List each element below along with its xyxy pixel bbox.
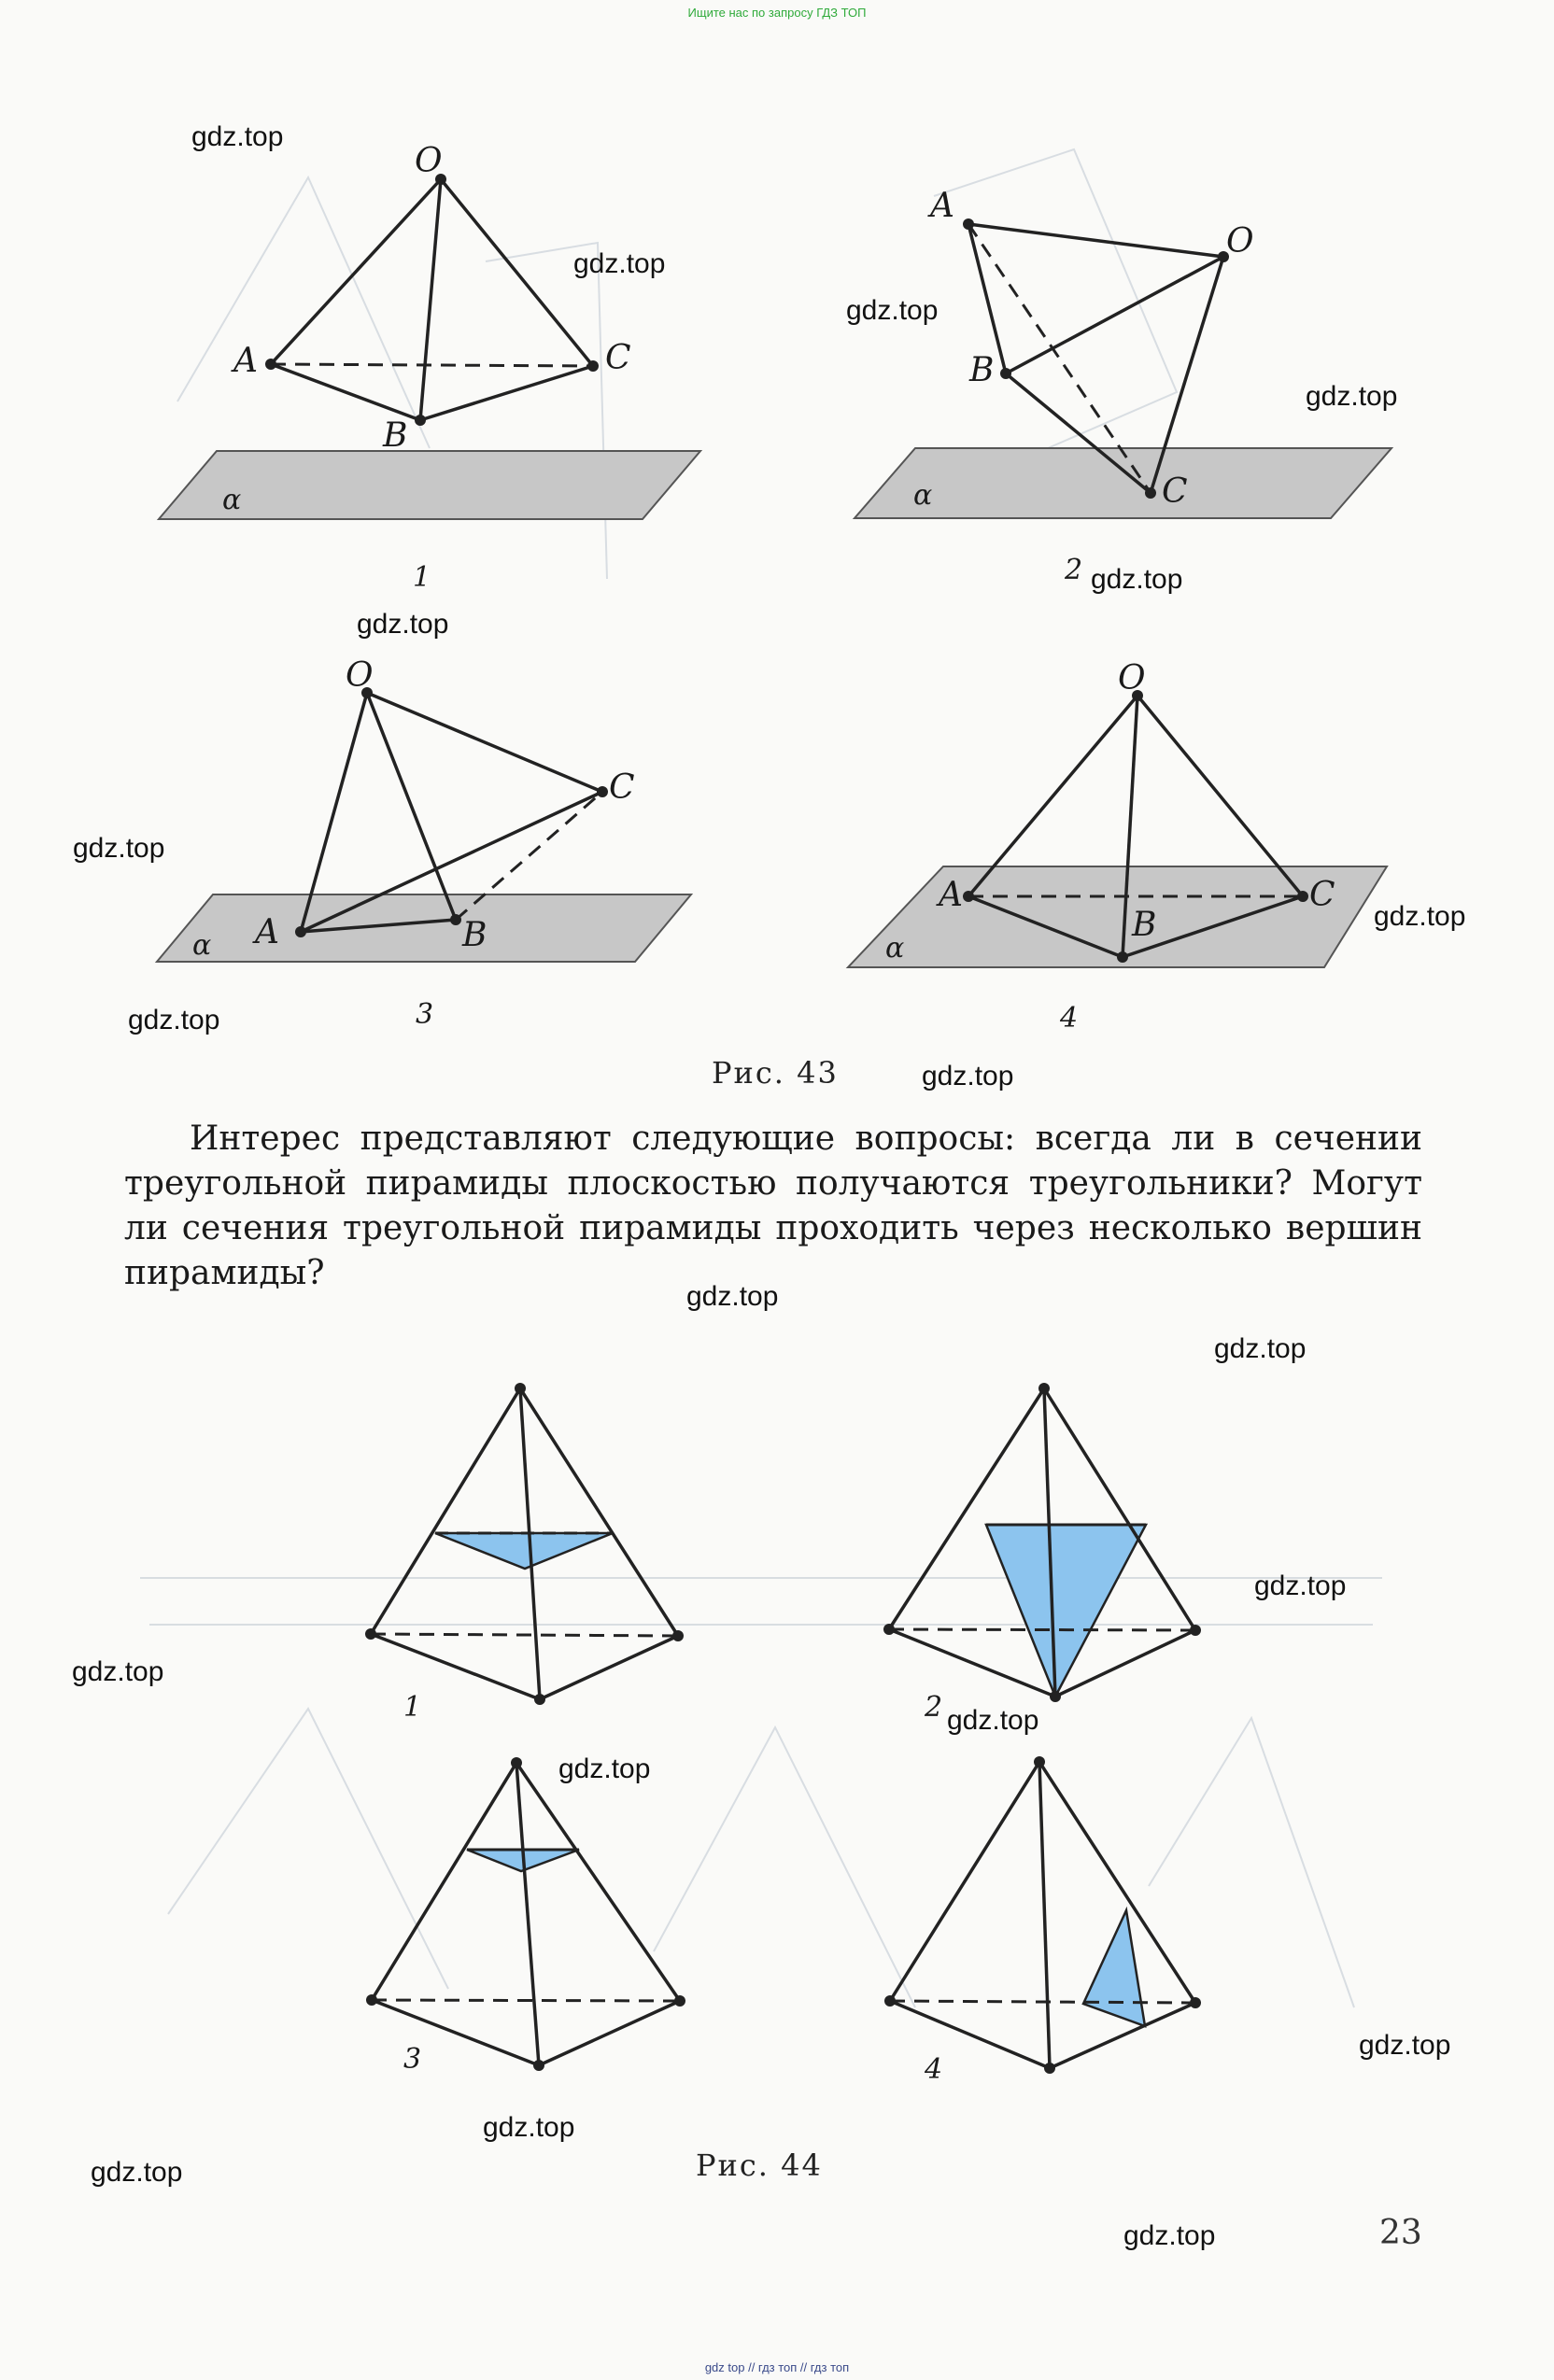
- paragraph-text: Интерес представляют следующие вопросы: всегда ли в сечении треугольной пирамиды плоскостью получаются треугольники? Могут ли сечения треугольной пирамиды проходить через несколько вершин пирамиды?: [124, 1120, 1422, 1292]
- plane-label: α: [222, 484, 242, 516]
- watermark: gdz.top: [846, 295, 939, 326]
- panel-number: 4: [1060, 1002, 1079, 1035]
- panel-number: 3: [416, 998, 434, 1031]
- cross-section: [435, 1533, 613, 1569]
- vertex-label: O: [346, 656, 374, 695]
- body-paragraph: [124, 1117, 1422, 1296]
- watermark: gdz.top: [1374, 901, 1466, 932]
- figure-43-caption: Рис. 43: [712, 1055, 839, 1091]
- watermark: gdz.top: [73, 833, 165, 864]
- vertex-label: B: [383, 416, 408, 455]
- vertex-label: O: [415, 142, 443, 180]
- vertex-label: A: [939, 876, 963, 914]
- panel-number: 4: [925, 2053, 943, 2086]
- vertex-label: O: [1226, 222, 1254, 261]
- plane-alpha: [855, 448, 1392, 518]
- fig43-panel-4: [848, 659, 1387, 1035]
- watermark: gdz.top: [1091, 564, 1183, 595]
- fig43-panel-3: [157, 656, 691, 1031]
- cross-section: [986, 1525, 1146, 1697]
- vertex-label: A: [233, 342, 258, 380]
- fig43-panel-1: [159, 142, 700, 594]
- watermark: gdz.top: [72, 1656, 164, 1687]
- fig44-panel-1: [365, 1383, 684, 1724]
- watermark: gdz.top: [573, 248, 666, 279]
- watermark: gdz.top: [947, 1705, 1039, 1736]
- plane-alpha: [848, 866, 1387, 967]
- plane-label: α: [913, 479, 933, 512]
- fig44-panel-3: [366, 1757, 685, 2076]
- watermark: gdz.top: [686, 1281, 779, 1312]
- watermark: gdz.top: [1254, 1570, 1347, 1601]
- page-number: 23: [1379, 2214, 1422, 2252]
- vertex-label: B: [1132, 906, 1157, 944]
- vertex-label: C: [1162, 472, 1188, 511]
- watermark: gdz.top: [1123, 2220, 1216, 2251]
- watermark: gdz.top: [558, 1753, 651, 1784]
- panel-number: 2: [925, 1691, 943, 1724]
- panel-number: 3: [403, 2043, 422, 2076]
- plane-label: α: [885, 932, 905, 965]
- fig44-panel-2: [883, 1383, 1201, 1724]
- vertex-label: C: [609, 768, 635, 807]
- panel-number: 1: [413, 561, 431, 594]
- vertex-label: O: [1118, 659, 1146, 697]
- fig44-panel-4: [884, 1756, 1201, 2086]
- figure-44-caption: Рис. 44: [696, 2148, 823, 2183]
- watermark: gdz.top: [357, 609, 449, 640]
- vertex-label: A: [930, 187, 954, 225]
- watermark: gdz.top: [483, 2112, 575, 2143]
- vertex-label: C: [605, 339, 631, 377]
- watermark: gdz.top: [128, 1005, 220, 1035]
- watermark: gdz.top: [1359, 2030, 1451, 2061]
- panel-number: 1: [403, 1691, 422, 1724]
- vertex-label: B: [969, 351, 995, 389]
- plane-alpha: [157, 894, 691, 962]
- header-banner[interactable]: Ищите нас по запросу ГДЗ ТОП: [687, 6, 867, 20]
- watermark: gdz.top: [191, 121, 284, 152]
- vertex-label: C: [1309, 876, 1335, 914]
- watermark: gdz.top: [922, 1061, 1014, 1091]
- watermark: gdz.top: [91, 2157, 183, 2188]
- watermark: gdz.top: [1214, 1333, 1307, 1364]
- vertex-label: B: [462, 916, 487, 954]
- cross-section: [1083, 1910, 1145, 2026]
- vertex-label: A: [255, 913, 279, 951]
- watermark: gdz.top: [1306, 381, 1398, 412]
- footer-banner[interactable]: gdz top // гдз топ // гдз топ: [704, 2360, 850, 2374]
- plane-label: α: [192, 929, 212, 962]
- panel-number: 2: [1065, 554, 1083, 586]
